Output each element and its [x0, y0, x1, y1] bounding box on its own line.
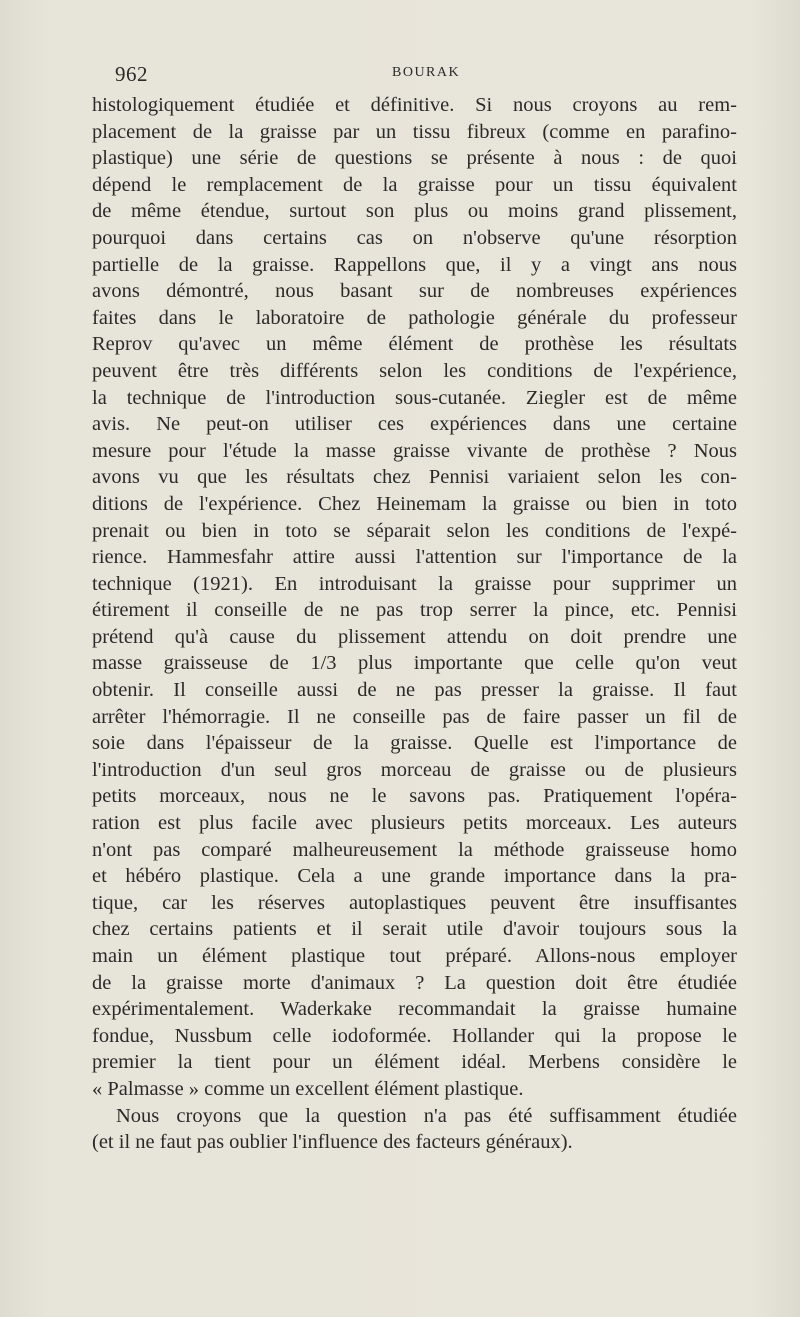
text-line: petits morceaux, nous ne le savons pas. Pratiquement l'opéra- — [92, 785, 737, 808]
text-line: histologiquement étudiée et définitive. Si nous croyons au rem- — [92, 94, 737, 116]
text-line: prenait ou bien in toto se séparait selon les conditions de l'expé- — [92, 519, 737, 542]
text-line: faites dans le laboratoire de pathologie générale du professeur — [92, 306, 737, 329]
text-line: la technique de l'introduction sous-cutanée. Ziegler est de même — [92, 386, 737, 409]
text-line: (et il ne faut pas oublier l'influence des facteurs généraux). — [92, 1131, 573, 1154]
text-line: arrêter l'hémorragie. Il ne conseille pas de faire passer un fil de — [92, 705, 737, 728]
text-line: fondue, Nussbum celle iodoformée. Hollander qui la propose le — [92, 1024, 737, 1047]
text-line: de même étendue, surtout son plus ou moins grand plissement, — [92, 200, 737, 223]
text-line: « Palmasse » comme un excellent élément plastique. — [92, 1077, 524, 1100]
text-line: avis. Ne peut-on utiliser ces expériences dans une certaine — [92, 413, 737, 436]
text-line: partielle de la graisse. Rappellons que, il y a vingt ans nous — [92, 253, 737, 276]
text-line: Reprov qu'avec un même élément de prothèse les résultats — [92, 333, 737, 356]
text-line: ditions de l'expérience. Chez Heinemam la graisse ou bien in toto — [92, 492, 737, 515]
page-header — [92, 58, 737, 88]
text-line: technique (1921). En introduisant la graisse pour supprimer un — [92, 572, 737, 595]
text-line: Nous croyons que la question n'a pas été suffisamment étudiée — [116, 1104, 737, 1127]
running-head: BOURAK — [392, 65, 461, 80]
text-line: pourquoi dans certains cas on n'observe qu'une résorption — [92, 226, 737, 249]
text-line: l'introduction d'un seul gros morceau de graisse ou de plusieurs — [92, 758, 737, 781]
text-line: et hébéro plastique. Cela a une grande importance dans la pra- — [92, 865, 737, 888]
text-line: prétend qu'à cause du plissement attendu on doit prendre une — [92, 625, 737, 648]
text-line: avons démontré, nous basant sur de nombreuses expériences — [92, 280, 737, 303]
text-line: ration est plus facile avec plusieurs petits morceaux. Les auteurs — [92, 812, 737, 835]
text-line: étirement il conseille de ne pas trop serrer la pince, etc. Pennisi — [92, 599, 737, 622]
text-line: peuvent être très différents selon les conditions de l'expérience, — [92, 359, 737, 382]
text-line: mesure pour l'étude la masse graisse vivante de prothèse ? Nous — [92, 439, 737, 462]
text-line: soie dans l'épaisseur de la graisse. Quelle est l'importance de — [92, 732, 737, 755]
text-line: placement de la graisse par un tissu fibreux (comme en parafino- — [92, 120, 737, 143]
text-line: tique, car les réserves autoplastiques peuvent être insuffisantes — [92, 891, 737, 914]
body-text — [92, 92, 737, 1156]
text-line: main un élément plastique tout préparé. Allons-nous employer — [92, 945, 737, 967]
text-line: chez certains patients et il serait utile d'avoir toujours sous la — [92, 918, 737, 941]
page-number: 962 — [115, 62, 148, 86]
text-line: avons vu que les résultats chez Pennisi variaient selon les con- — [92, 466, 737, 489]
text-line: obtenir. Il conseille aussi de ne pas presser la graisse. Il faut — [92, 679, 737, 702]
text-line: masse graisseuse de 1/3 plus importante que celle qu'on veut — [92, 652, 737, 675]
text-line: dépend le remplacement de la graisse pour un tissu équivalent — [92, 173, 737, 196]
text-line: n'ont pas comparé malheureusement la méthode graisseuse homo — [92, 838, 737, 861]
text-line: de la graisse morte d'animaux ? La question doit être étudiée — [92, 971, 737, 994]
text-line: premier la tient pour un élément idéal. Merbens considère le — [92, 1051, 737, 1074]
text-line: plastique) une série de questions se présente à nous : de quoi — [92, 147, 737, 170]
text-line: expérimentalement. Waderkake recommandait la graisse humaine — [92, 998, 737, 1021]
text-line: rience. Hammesfahr attire aussi l'attention sur l'importance de la — [92, 546, 737, 569]
